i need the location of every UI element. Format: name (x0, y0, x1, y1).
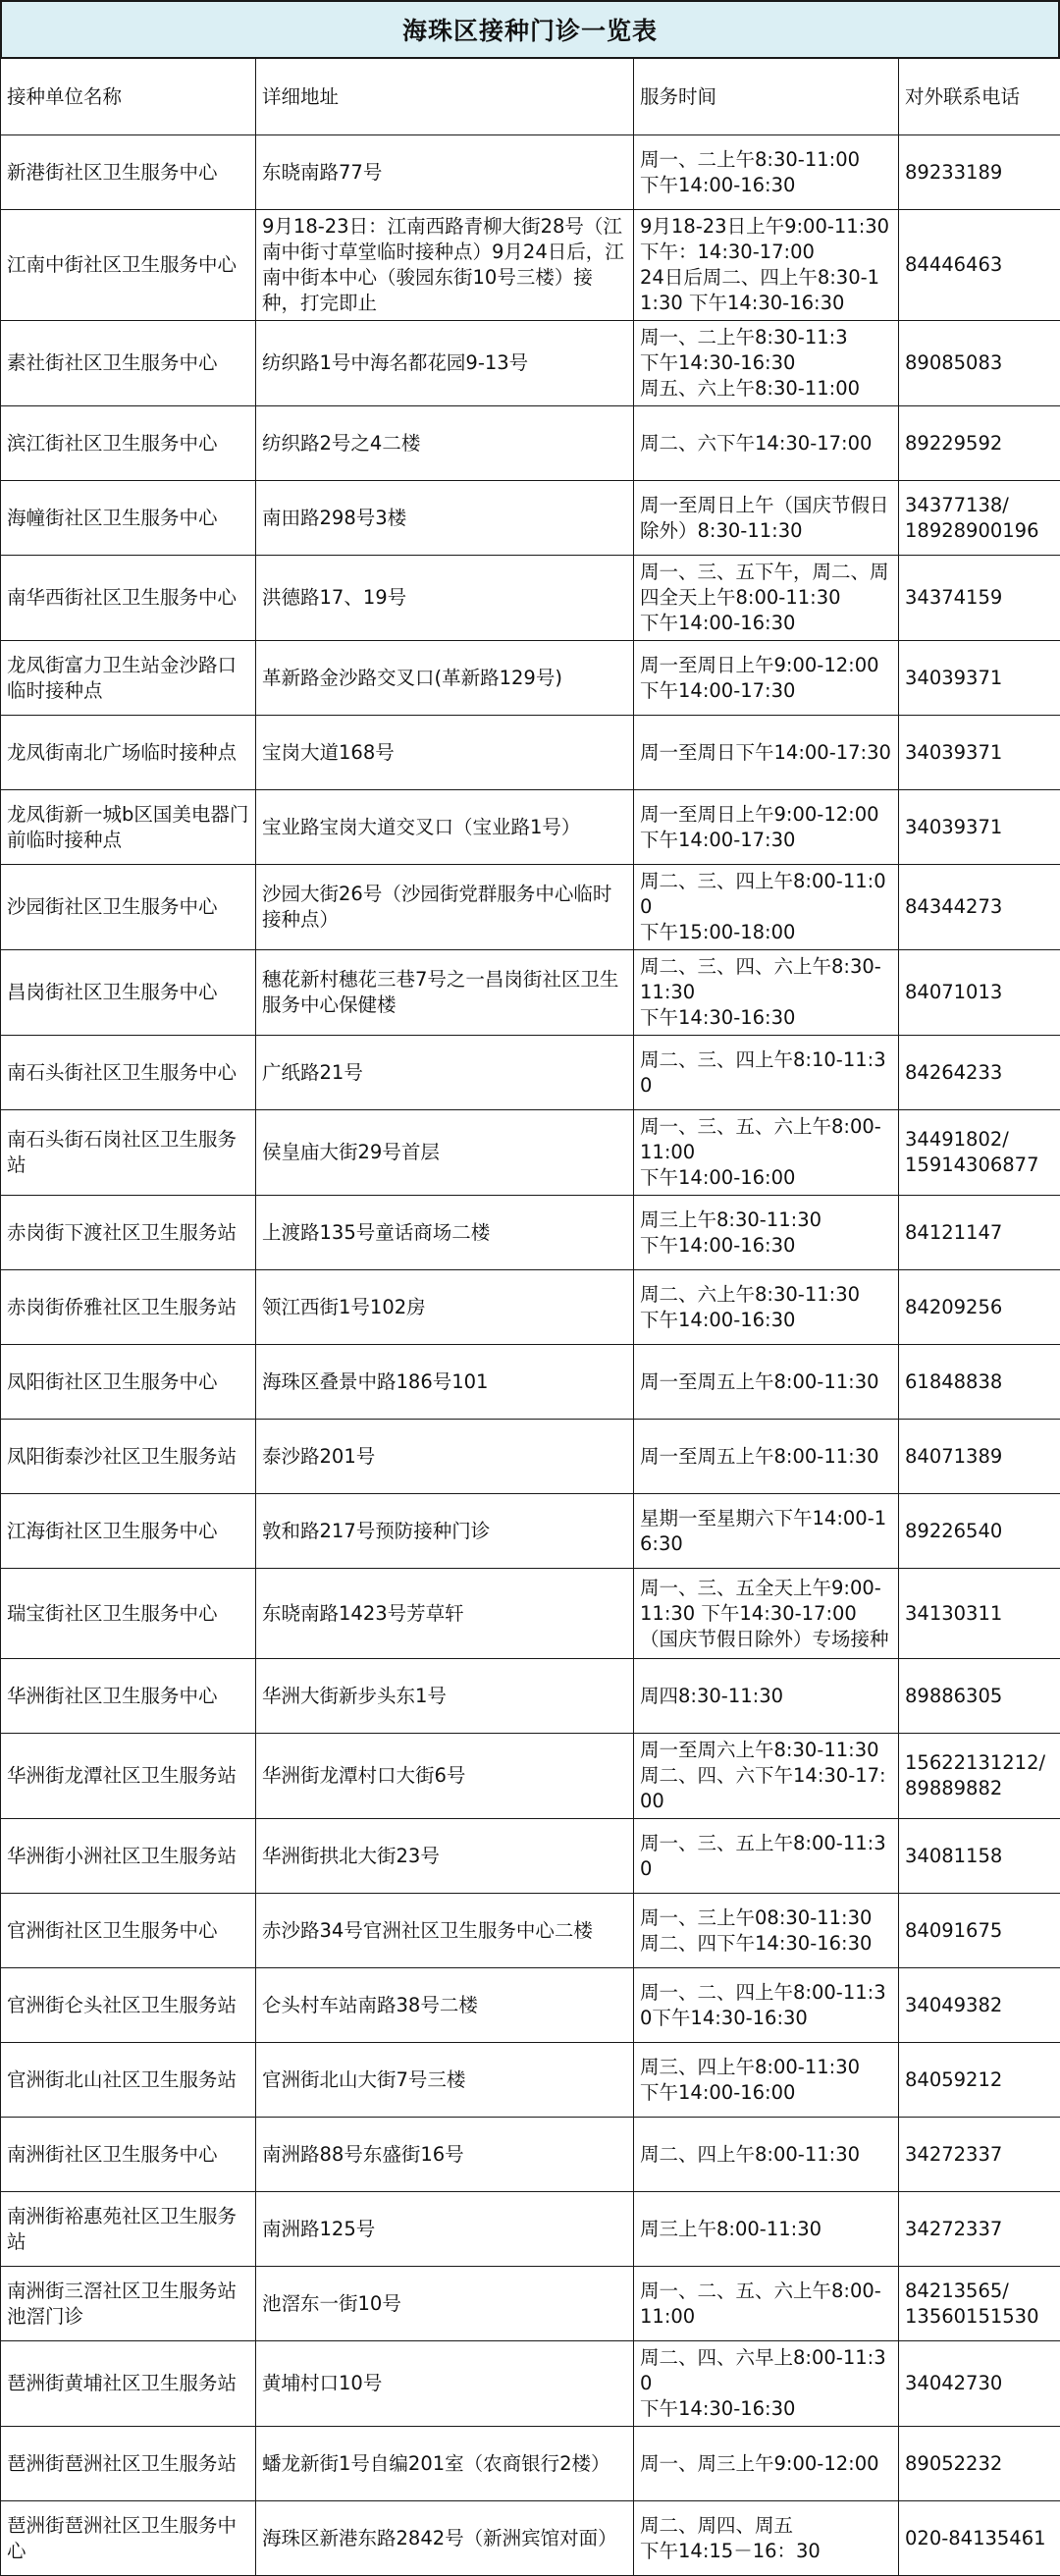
table-row (1, 1345, 1060, 1420)
table-row (1, 2341, 1060, 2427)
cell-hours: 周二、三、四上午8:10-11:30 (634, 1036, 899, 1110)
cell-phone: 89233189 (899, 135, 1060, 210)
cell-hours: 周二、六上午8:30-11:30 下午14:00-16:30 (634, 1270, 899, 1345)
table-row (1, 1036, 1060, 1110)
cell-address: 纺织路2号之4二楼 (256, 406, 634, 481)
header-row (1, 59, 1060, 135)
cell-hours: 周三上午8:30-11:30 下午14:00-16:30 (634, 1196, 899, 1270)
cell-phone: 84059212 (899, 2043, 1060, 2118)
table-row (1, 2267, 1060, 2341)
cell-phone: 15622131212/ 89889882 (899, 1734, 1060, 1819)
cell-address: 赤沙路34号官洲社区卫生服务中心二楼 (256, 1894, 634, 1968)
cell-hours: 周一至周六上午8:30-11:30 周二、四、六下午14:30-17:00 (634, 1734, 899, 1819)
cell-address: 领江西街1号102房 (256, 1270, 634, 1345)
cell-phone: 34049382 (899, 1968, 1060, 2043)
table-row (1, 2192, 1060, 2267)
cell-address: 南田路298号3楼 (256, 481, 634, 556)
cell-phone: 34272337 (899, 2192, 1060, 2267)
cell-hours: 周二、四上午8:00-11:30 (634, 2118, 899, 2192)
cell-address: 黄埔村口10号 (256, 2341, 634, 2427)
cell-hours: 周三上午8:00-11:30 (634, 2192, 899, 2267)
cell-hours: 周三、四上午8:00-11:30 下午14:00-16:00 (634, 2043, 899, 2118)
cell-clinic-name: 江南中街社区卫生服务中心 (1, 210, 256, 321)
cell-address: 泰沙路201号 (256, 1420, 634, 1494)
cell-clinic-name: 南华西街社区卫生服务中心 (1, 556, 256, 641)
cell-hours: 周一、三上午08:30-11:30 周二、四下午14:30-16:30 (634, 1894, 899, 1968)
cell-address: 洪德路17、19号 (256, 556, 634, 641)
header-phone: 对外联系电话 (899, 59, 1060, 135)
table-row (1, 2043, 1060, 2118)
cell-address: 9月18-23日：江南西路青柳大街28号（江南中街寸草堂临时接种点）9月24日后，江南中街本中心（骏园东街10号三楼）接种，打完即止 (256, 210, 634, 321)
cell-phone: 89886305 (899, 1659, 1060, 1734)
cell-clinic-name: 凤阳街泰沙社区卫生服务站 (1, 1420, 256, 1494)
cell-address: 仑头村车站南路38号二楼 (256, 1968, 634, 2043)
cell-clinic-name: 华洲街社区卫生服务中心 (1, 1659, 256, 1734)
cell-hours: 周一、三、五下午，周二、周四全天上午8:00-11:30 下午14:00-16:30 (634, 556, 899, 641)
cell-clinic-name: 赤岗街下渡社区卫生服务站 (1, 1196, 256, 1270)
table-row (1, 481, 1060, 556)
cell-hours: 周二、三、四上午8:00-11:00 下午15:00-18:00 (634, 865, 899, 950)
cell-phone: 34042730 (899, 2341, 1060, 2427)
cell-phone: 84344273 (899, 865, 1060, 950)
cell-address: 上渡路135号童话商场二楼 (256, 1196, 634, 1270)
cell-phone: 34374159 (899, 556, 1060, 641)
table-row (1, 865, 1060, 950)
cell-phone: 34039371 (899, 716, 1060, 790)
cell-address: 南洲路88号东盛街16号 (256, 2118, 634, 2192)
cell-phone: 61848838 (899, 1345, 1060, 1420)
cell-hours: 周一、周三上午9:00-12:00 (634, 2427, 899, 2501)
cell-clinic-name: 龙凤街南北广场临时接种点 (1, 716, 256, 790)
table-row (1, 1659, 1060, 1734)
table-row (1, 950, 1060, 1036)
cell-clinic-name: 瑞宝街社区卫生服务中心 (1, 1569, 256, 1659)
cell-phone: 84446463 (899, 210, 1060, 321)
cell-address: 海珠区新港东路2842号（新洲宾馆对面） (256, 2501, 634, 2576)
cell-phone: 84213565/ 13560151530 (899, 2267, 1060, 2341)
cell-phone: 84209256 (899, 1270, 1060, 1345)
cell-hours: 周一、二上午8:30-11:3 下午14:30-16:30 周五、六上午8:30-11:00 (634, 321, 899, 406)
cell-address: 南洲路125号 (256, 2192, 634, 2267)
cell-hours: 周二、周四、周五 下午14:15－16：30 (634, 2501, 899, 2576)
table-row (1, 1110, 1060, 1196)
cell-hours: 周一、二上午8:30-11:00 下午14:00-16:30 (634, 135, 899, 210)
table-row (1, 1196, 1060, 1270)
cell-clinic-name: 南石头街石岗社区卫生服务站 (1, 1110, 256, 1196)
cell-address: 革新路金沙路交叉口(革新路129号) (256, 641, 634, 716)
cell-clinic-name: 琶洲街琶洲社区卫生服务站 (1, 2427, 256, 2501)
table-row (1, 1569, 1060, 1659)
cell-clinic-name: 南石头街社区卫生服务中心 (1, 1036, 256, 1110)
cell-hours: 周一、二、五、六上午8:00-11:00 (634, 2267, 899, 2341)
cell-hours: 周一至周日上午9:00-12:00 下午14:00-17:30 (634, 790, 899, 865)
cell-address: 华洲大街新步头东1号 (256, 1659, 634, 1734)
cell-address: 华洲街龙潭村口大街6号 (256, 1734, 634, 1819)
cell-hours: 周一至周日上午9:00-12:00 下午14:00-17:30 (634, 641, 899, 716)
table-row (1, 556, 1060, 641)
cell-address: 宝业路宝岗大道交叉口（宝业路1号） (256, 790, 634, 865)
cell-clinic-name: 华洲街小洲社区卫生服务站 (1, 1819, 256, 1894)
cell-address: 东晓南路77号 (256, 135, 634, 210)
cell-phone: 89226540 (899, 1494, 1060, 1569)
cell-phone: 89085083 (899, 321, 1060, 406)
cell-phone: 89052232 (899, 2427, 1060, 2501)
cell-phone: 84071013 (899, 950, 1060, 1036)
cell-address: 蟠龙新街1号自编201室（农商银行2楼） (256, 2427, 634, 2501)
cell-address: 纺织路1号中海名都花园9-13号 (256, 321, 634, 406)
clinic-table (0, 58, 1060, 2576)
cell-hours: 9月18-23日上午9:00-11:30 下午：14:30-17:00 24日后周二、四上午8:30-11:30 下午14:30-16:30 (634, 210, 899, 321)
cell-clinic-name: 龙凤街富力卫生站金沙路口临时接种点 (1, 641, 256, 716)
table-row (1, 1894, 1060, 1968)
cell-hours: 周二、四、六早上8:00-11:30 下午14:30-16:30 (634, 2341, 899, 2427)
cell-clinic-name: 素社街社区卫生服务中心 (1, 321, 256, 406)
cell-clinic-name: 官洲街仑头社区卫生服务站 (1, 1968, 256, 2043)
cell-hours: 周一、二、四上午8:00-11:30下午14:30-16:30 (634, 1968, 899, 2043)
cell-phone: 34377138/ 18928900196 (899, 481, 1060, 556)
cell-phone: 34491802/ 15914306877 (899, 1110, 1060, 1196)
cell-clinic-name: 凤阳街社区卫生服务中心 (1, 1345, 256, 1420)
cell-clinic-name: 南洲街三滘社区卫生服务站池滘门诊 (1, 2267, 256, 2341)
header-address: 详细地址 (256, 59, 634, 135)
header-hours: 服务时间 (634, 59, 899, 135)
table-row (1, 1819, 1060, 1894)
cell-phone: 84121147 (899, 1196, 1060, 1270)
table-row (1, 2427, 1060, 2501)
cell-phone: 84091675 (899, 1894, 1060, 1968)
table-row (1, 321, 1060, 406)
cell-hours: 周二、三、四、六上午8:30-11:30 下午14:30-16:30 (634, 950, 899, 1036)
cell-hours: 周一、三、五、六上午8:00-11:00 下午14:00-16:00 (634, 1110, 899, 1196)
table-row (1, 135, 1060, 210)
cell-address: 华洲街拱北大街23号 (256, 1819, 634, 1894)
cell-address: 广纸路21号 (256, 1036, 634, 1110)
cell-phone: 34081158 (899, 1819, 1060, 1894)
cell-address: 侯皇庙大街29号首层 (256, 1110, 634, 1196)
cell-address: 官洲街北山大街7号三楼 (256, 2043, 634, 2118)
cell-clinic-name: 官洲街北山社区卫生服务站 (1, 2043, 256, 2118)
cell-hours: 周一至周五上午8:00-11:30 (634, 1345, 899, 1420)
header-name: 接种单位名称 (1, 59, 256, 135)
cell-clinic-name: 南洲街裕惠苑社区卫生服务站 (1, 2192, 256, 2267)
cell-hours: 周一至周五上午8:00-11:30 (634, 1420, 899, 1494)
table-row (1, 641, 1060, 716)
cell-clinic-name: 琶洲街琶洲社区卫生服务中心 (1, 2501, 256, 2576)
cell-phone: 020-84135461 (899, 2501, 1060, 2576)
cell-address: 海珠区叠景中路186号101 (256, 1345, 634, 1420)
table-row (1, 1494, 1060, 1569)
cell-hours: 周一至周日下午14:00-17:30 (634, 716, 899, 790)
cell-address: 沙园大街26号（沙园街党群服务中心临时接种点） (256, 865, 634, 950)
table-body (1, 135, 1060, 2576)
cell-hours: 周一、三、五全天上午9:00-11:30 下午14:30-17:00（国庆节假日除外）专场接种 (634, 1569, 899, 1659)
cell-hours: 周一、三、五上午8:00-11:30 (634, 1819, 899, 1894)
table-row (1, 1968, 1060, 2043)
cell-clinic-name: 沙园街社区卫生服务中心 (1, 865, 256, 950)
cell-clinic-name: 官洲街社区卫生服务中心 (1, 1894, 256, 1968)
cell-phone: 84264233 (899, 1036, 1060, 1110)
cell-clinic-name: 昌岗街社区卫生服务中心 (1, 950, 256, 1036)
table-title: 海珠区接种门诊一览表 (0, 0, 1060, 59)
table-row (1, 1420, 1060, 1494)
cell-phone: 34039371 (899, 641, 1060, 716)
cell-phone: 89229592 (899, 406, 1060, 481)
cell-clinic-name: 滨江街社区卫生服务中心 (1, 406, 256, 481)
cell-phone: 84071389 (899, 1420, 1060, 1494)
cell-clinic-name: 江海街社区卫生服务中心 (1, 1494, 256, 1569)
table-row (1, 2501, 1060, 2576)
table-row (1, 210, 1060, 321)
cell-phone: 34272337 (899, 2118, 1060, 2192)
cell-clinic-name: 南洲街社区卫生服务中心 (1, 2118, 256, 2192)
cell-address: 穗花新村穗花三巷7号之一昌岗街社区卫生服务中心保健楼 (256, 950, 634, 1036)
cell-clinic-name: 华洲街龙潭社区卫生服务站 (1, 1734, 256, 1819)
cell-address: 池滘东一街10号 (256, 2267, 634, 2341)
table-row (1, 1270, 1060, 1345)
cell-address: 敦和路217号预防接种门诊 (256, 1494, 634, 1569)
cell-clinic-name: 赤岗街侨雅社区卫生服务站 (1, 1270, 256, 1345)
table-row (1, 406, 1060, 481)
cell-hours: 周二、六下午14:30-17:00 (634, 406, 899, 481)
cell-hours: 周一至周日上午（国庆节假日除外）8:30-11:30 (634, 481, 899, 556)
table-row (1, 716, 1060, 790)
cell-hours: 星期一至星期六下午14:00-16:30 (634, 1494, 899, 1569)
cell-phone: 34039371 (899, 790, 1060, 865)
cell-phone: 34130311 (899, 1569, 1060, 1659)
table-row (1, 1734, 1060, 1819)
cell-clinic-name: 海幢街社区卫生服务中心 (1, 481, 256, 556)
cell-clinic-name: 琶洲街黄埔社区卫生服务站 (1, 2341, 256, 2427)
table-row (1, 2118, 1060, 2192)
cell-hours: 周四8:30-11:30 (634, 1659, 899, 1734)
cell-address: 宝岗大道168号 (256, 716, 634, 790)
cell-clinic-name: 龙凤街新一城b区国美电器门前临时接种点 (1, 790, 256, 865)
cell-address: 东晓南路1423号芳草轩 (256, 1569, 634, 1659)
cell-clinic-name: 新港街社区卫生服务中心 (1, 135, 256, 210)
table-row (1, 790, 1060, 865)
